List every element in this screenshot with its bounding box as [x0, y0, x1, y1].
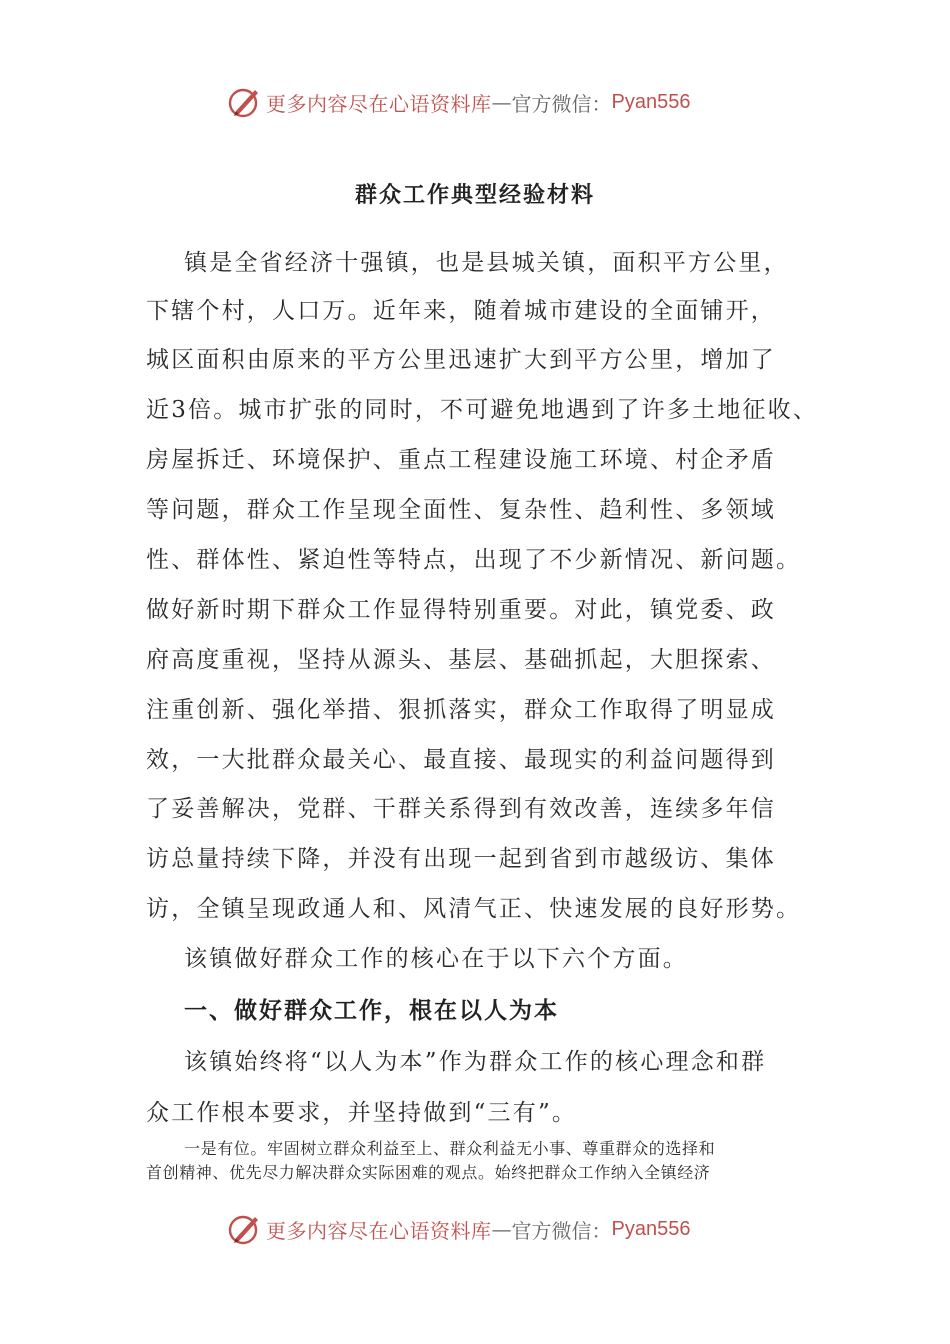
banner-dash: — — [491, 1217, 512, 1241]
small-body-line: 一是有位。牢固树立群众利益至上、群众利益无小事、尊重群众的选择和 — [184, 1139, 716, 1158]
footer-watermark — [228, 1210, 690, 1248]
body-line: 访总量持续下降，并没有出现一起到省到市越级访、集体 — [146, 846, 776, 872]
body-line: 访，全镇呈现政通人和、风清气正、快速发展的良好形势。 — [146, 896, 802, 922]
body-line: 该镇始终将“以人为本”作为群众工作的核心理念和群 — [184, 1049, 767, 1075]
banner-title: 更多内容尽在心语资料库 — [266, 1218, 492, 1243]
body-line: 做好新时期下群众工作显得特别重要。对此，镇党委、政 — [146, 597, 776, 623]
body-line: 近3倍。城市扩张的同时，不可避免地遇到了许多土地征收、 — [146, 397, 819, 423]
banner-dash: — — [491, 90, 512, 114]
banner-title: 更多内容尽在心语资料库 — [266, 91, 492, 116]
pen-logo-icon — [228, 1212, 262, 1246]
section-heading: 一、做好群众工作，根在以人为本 — [184, 998, 559, 1024]
body-line: 下辖个村，人口万。近年来，随着城市建设的全面铺开， — [146, 298, 776, 324]
body-line: 了妥善解决，党群、干群关系得到有效改善，连续多年信 — [146, 796, 776, 822]
banner-wechat-label: 官方微信： — [511, 1218, 612, 1243]
small-body-line: 首创精神、优先尽力解决群众实际困难的观点。始终把群众工作纳入全镇经济 — [146, 1163, 711, 1182]
body-line: 等问题，群众工作呈现全面性、复杂性、趋利性、多领域 — [146, 497, 776, 523]
body-line: 该镇做好群众工作的核心在于以下六个方面。 — [184, 946, 688, 972]
document-title: 群众工作典型经验材料 — [354, 183, 595, 208]
body-line: 众工作根本要求，并坚持做到“三有”。 — [146, 1100, 578, 1126]
pen-logo-icon — [228, 85, 262, 119]
banner-wechat-label: 官方微信： — [511, 91, 612, 116]
body-line: 注重创新、强化举措、狠抓落实，群众工作取得了明显成 — [146, 697, 776, 723]
body-line: 性、群体性、紧迫性等特点，出现了不少新情况、新问题。 — [146, 547, 802, 573]
body-line: 效，一大批群众最关心、最直接、最现实的利益问题得到 — [146, 747, 776, 773]
banner-wechat-id: Pyan556 — [611, 1217, 691, 1240]
body-line: 镇是全省经济十强镇，也是县城关镇，面积平方公里， — [184, 250, 789, 276]
header-watermark — [228, 83, 690, 121]
body-line: 城区面积由原来的平方公里迅速扩大到平方公里，增加了 — [146, 347, 776, 373]
body-line: 府高度重视，坚持从源头、基层、基础抓起，大胆探索、 — [146, 647, 776, 673]
body-line: 房屋拆迁、环境保护、重点工程建设施工环境、村企矛盾 — [146, 447, 776, 473]
banner-wechat-id: Pyan556 — [611, 90, 691, 113]
